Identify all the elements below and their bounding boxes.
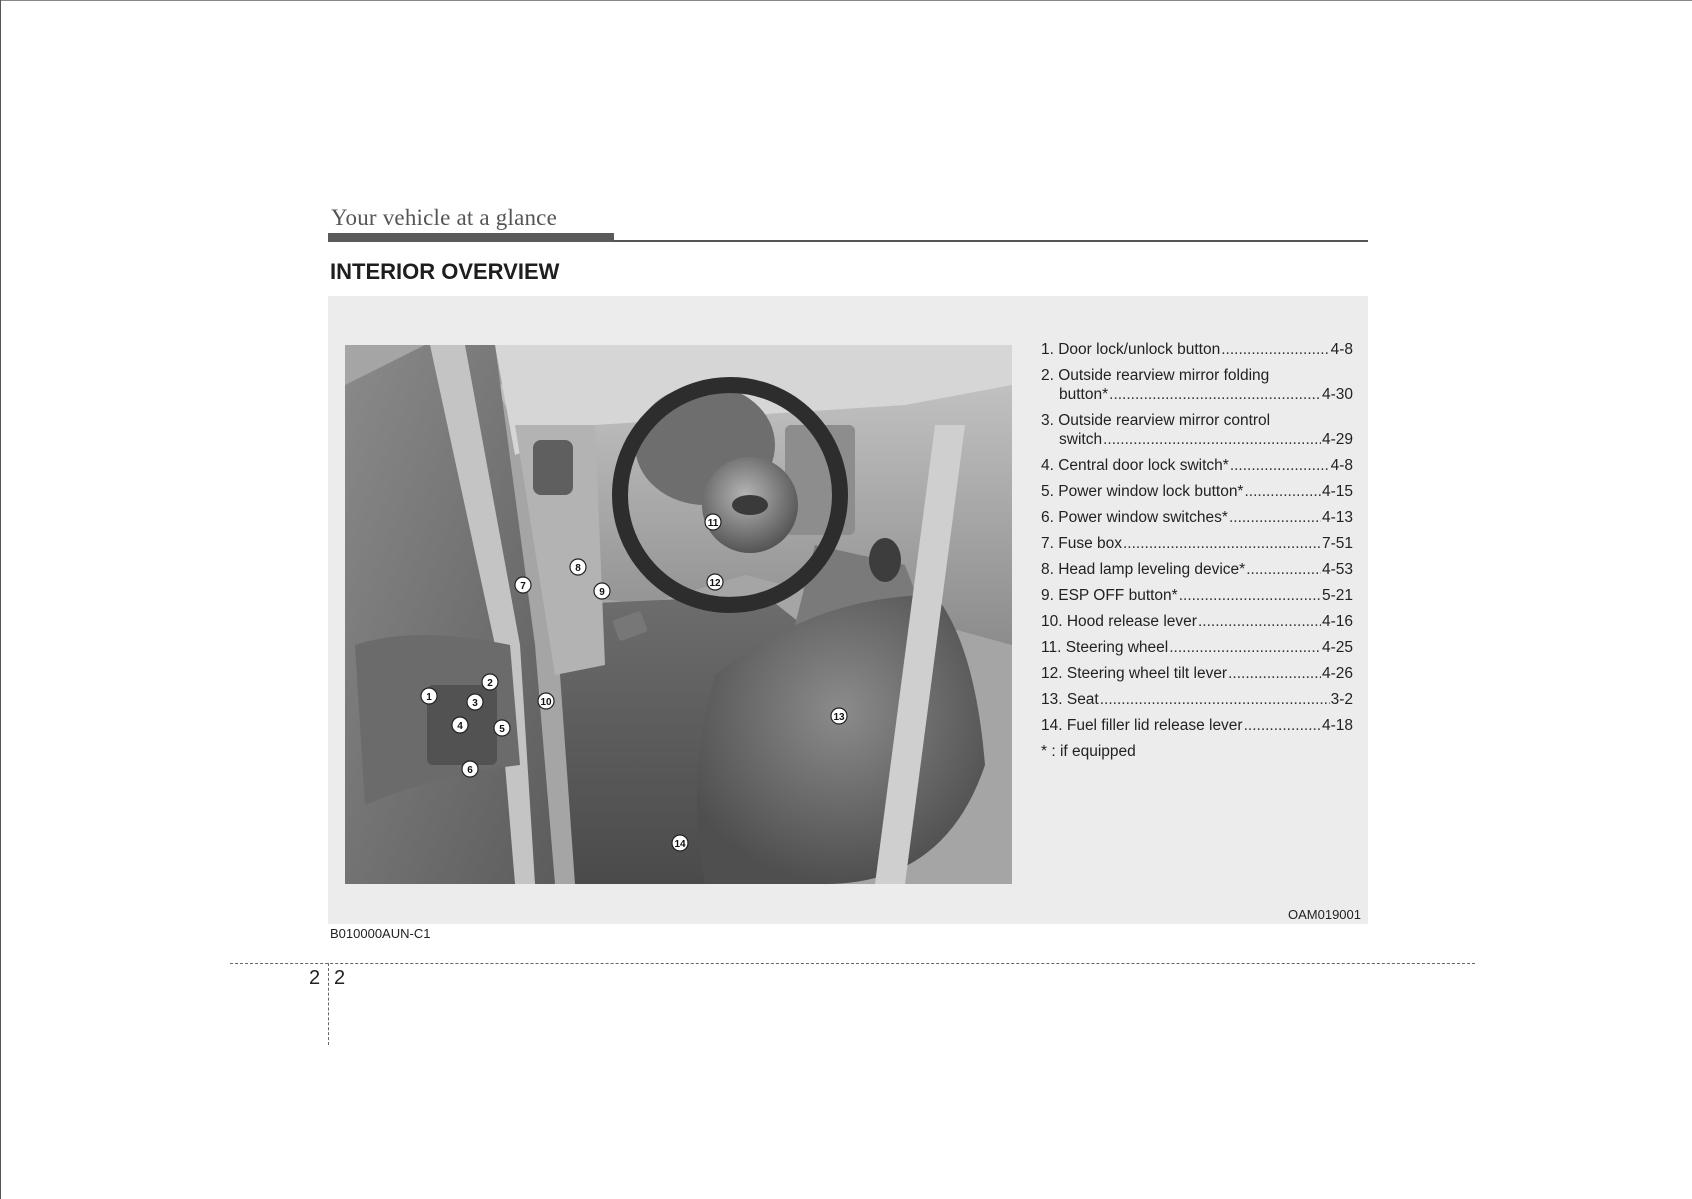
page-border-top bbox=[0, 0, 1692, 1]
car-interior-illustration bbox=[345, 345, 1012, 884]
legend-label: 10. Hood release lever bbox=[1041, 613, 1197, 630]
steering-wheel-logo bbox=[732, 495, 768, 515]
legend-label: 7. Fuse box bbox=[1041, 535, 1122, 552]
legend-page: 4-13 bbox=[1321, 509, 1353, 526]
legend-list bbox=[1041, 340, 1353, 761]
legend-item bbox=[1041, 612, 1353, 631]
section-title-bar bbox=[328, 233, 614, 242]
section-title: Your vehicle at a glance bbox=[331, 205, 557, 230]
document-code: B010000AUN-C1 bbox=[330, 926, 431, 941]
legend-page: 4-30 bbox=[1321, 386, 1353, 403]
legend-page: 4-53 bbox=[1321, 561, 1353, 578]
legend-page: 4-8 bbox=[1330, 457, 1353, 474]
leader-dots bbox=[1169, 638, 1321, 657]
page-border-left bbox=[0, 0, 1, 1199]
legend-label: button* bbox=[1059, 386, 1109, 403]
legend-label: 4. Central door lock switch* bbox=[1041, 457, 1229, 474]
legend-item bbox=[1041, 482, 1353, 501]
leader-dots bbox=[1244, 482, 1321, 501]
leader-dots bbox=[1221, 340, 1329, 359]
air-vent-left bbox=[533, 440, 573, 495]
legend-item bbox=[1041, 456, 1353, 475]
leader-dots bbox=[1229, 508, 1321, 527]
callout-14: 14 bbox=[674, 839, 686, 850]
legend-page: 4-26 bbox=[1321, 665, 1353, 682]
legend-page: 4-8 bbox=[1330, 341, 1353, 358]
leader-dots bbox=[1103, 430, 1321, 449]
leader-dots bbox=[1244, 716, 1321, 735]
page-heading: INTERIOR OVERVIEW bbox=[330, 259, 560, 284]
leader-dots bbox=[1100, 690, 1330, 709]
callout-2: 2 bbox=[487, 678, 493, 689]
legend-label: 9. ESP OFF button* bbox=[1041, 587, 1178, 604]
callout-12: 12 bbox=[709, 578, 721, 589]
legend-page: 4-15 bbox=[1321, 483, 1353, 500]
legend-page: 4-18 bbox=[1321, 717, 1353, 734]
legend-item bbox=[1041, 411, 1353, 449]
legend-item bbox=[1041, 664, 1353, 683]
footer-page-divider bbox=[328, 963, 329, 1045]
legend-label: 14. Fuel filler lid release lever bbox=[1041, 717, 1243, 734]
page-number: 2 bbox=[334, 967, 346, 989]
legend-label-line1: 3. Outside rearview mirror control bbox=[1041, 412, 1271, 429]
callout-8: 8 bbox=[575, 563, 581, 574]
legend-page: 4-29 bbox=[1321, 431, 1353, 448]
callout-7: 7 bbox=[520, 581, 526, 592]
leader-dots bbox=[1179, 586, 1321, 605]
legend-label: 8. Head lamp leveling device* bbox=[1041, 561, 1246, 578]
callout-10: 10 bbox=[540, 697, 552, 708]
chapter-number: 2 bbox=[309, 967, 321, 989]
leader-dots bbox=[1198, 612, 1321, 631]
legend-label: 1. Door lock/unlock button bbox=[1041, 341, 1221, 358]
leader-dots bbox=[1246, 560, 1321, 579]
legend-item bbox=[1041, 638, 1353, 657]
footer-divider bbox=[230, 963, 1475, 964]
legend-page: 4-16 bbox=[1321, 613, 1353, 630]
legend-page: 5-21 bbox=[1321, 587, 1353, 604]
legend-label: 6. Power window switches* bbox=[1041, 509, 1228, 526]
legend-item bbox=[1041, 534, 1353, 553]
legend-item bbox=[1041, 366, 1353, 404]
legend-label: switch bbox=[1059, 431, 1103, 448]
callout-6: 6 bbox=[467, 765, 473, 776]
legend-footnote: * : if equipped bbox=[1041, 743, 1136, 760]
callout-9: 9 bbox=[599, 587, 605, 598]
legend-item bbox=[1041, 586, 1353, 605]
legend-item bbox=[1041, 508, 1353, 527]
leader-dots bbox=[1230, 456, 1330, 475]
callout-4: 4 bbox=[457, 721, 463, 732]
legend-label: 12. Steering wheel tilt lever bbox=[1041, 665, 1228, 682]
gear-knob bbox=[869, 538, 901, 582]
legend-item bbox=[1041, 340, 1353, 359]
legend-label-line1: 2. Outside rearview mirror folding bbox=[1041, 367, 1270, 384]
section-title-rule bbox=[614, 240, 1368, 242]
leader-dots bbox=[1123, 534, 1321, 553]
callout-5: 5 bbox=[499, 724, 505, 735]
legend-page: 7-51 bbox=[1321, 535, 1353, 552]
leader-dots bbox=[1228, 664, 1321, 683]
image-code: OAM019001 bbox=[1288, 907, 1361, 922]
legend-label: 13. Seat bbox=[1041, 691, 1099, 708]
legend-item bbox=[1041, 716, 1353, 735]
legend-item bbox=[1041, 560, 1353, 579]
leader-dots bbox=[1109, 385, 1321, 404]
callout-3: 3 bbox=[472, 698, 478, 709]
callout-1: 1 bbox=[426, 692, 432, 703]
legend-page: 4-25 bbox=[1321, 639, 1353, 656]
callout-13: 13 bbox=[833, 712, 845, 723]
legend-label: 5. Power window lock button* bbox=[1041, 483, 1244, 500]
legend-page: 3-2 bbox=[1330, 691, 1353, 708]
callout-11: 11 bbox=[707, 518, 719, 529]
legend-item bbox=[1041, 690, 1353, 709]
legend-label: 11. Steering wheel bbox=[1041, 639, 1169, 656]
